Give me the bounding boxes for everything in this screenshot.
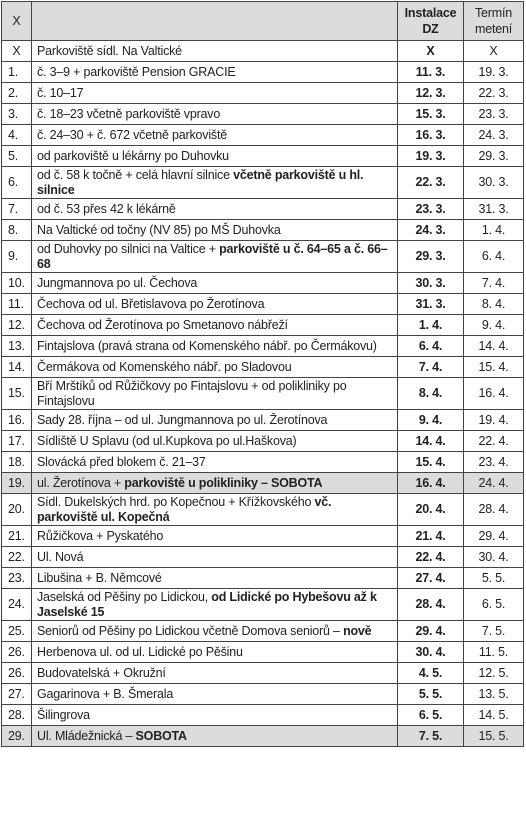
location-text-bold: parkoviště u polikliniky – SOBOTA <box>124 475 323 490</box>
header-installation-line2: DZ <box>422 22 439 36</box>
location-text: ul. Žerotínova + <box>37 475 125 490</box>
row-location-cell <box>32 357 398 378</box>
row-installation-date-cell: 14. 4. <box>398 431 464 452</box>
row-number-cell: 4. <box>2 125 32 146</box>
row-location-cell <box>32 452 398 473</box>
location-text-bold: parkoviště u č. 64–65 a č. 66–68 <box>37 242 388 271</box>
table-header-row <box>2 2 524 41</box>
row-installation-date-cell: 22. 3. <box>398 167 464 199</box>
location-text: Růžičkova + Pyskatého <box>37 528 164 543</box>
location-text: Ul. Mládežnická – <box>37 728 136 743</box>
row-installation-date-cell: X <box>398 41 464 62</box>
row-location-cell <box>32 41 398 62</box>
row-installation-date-cell: 28. 4. <box>398 589 464 621</box>
row-number-cell: 29. <box>2 726 32 747</box>
table-row <box>2 241 524 273</box>
row-sweeping-date-cell: 9. 4. <box>464 315 524 336</box>
row-installation-date-cell: 16. 3. <box>398 125 464 146</box>
row-sweeping-date-cell: 16. 4. <box>464 378 524 410</box>
row-number-cell: 26. <box>2 642 32 663</box>
header-installation-cell <box>398 2 464 41</box>
row-location-cell <box>32 642 398 663</box>
location-text: Bří Mrštíků od Růžičkovy po Fintajslovu + od polikliniky po Fintajslovu <box>37 379 347 408</box>
location-text: Sídliště U Splavu (od ul.Kupkova po ul.Haškova) <box>37 433 297 448</box>
row-sweeping-date-cell: 29. 3. <box>464 146 524 167</box>
location-text: od parkoviště u lékárny po Duhovku <box>37 148 229 163</box>
table-row <box>2 726 524 747</box>
row-installation-date-cell: 29. 3. <box>398 241 464 273</box>
location-text: Sady 28. října – od ul. Jungmannova po ul. Žerotínova <box>37 412 328 427</box>
row-sweeping-date-cell: 19. 4. <box>464 410 524 431</box>
row-installation-date-cell: 30. 3. <box>398 273 464 294</box>
location-text: Libušina + B. Němcové <box>37 570 162 585</box>
row-number-cell: 16. <box>2 410 32 431</box>
row-sweeping-date-cell: 7. 5. <box>464 621 524 642</box>
row-location-cell <box>32 378 398 410</box>
row-sweeping-date-cell: 6. 4. <box>464 241 524 273</box>
location-text: č. 3–9 + parkoviště Pension GRACIE <box>37 64 236 79</box>
location-text-bold: vč. parkoviště ul. Kopečná <box>37 495 332 524</box>
row-installation-date-cell: 5. 5. <box>398 684 464 705</box>
row-installation-date-cell: 9. 4. <box>398 410 464 431</box>
row-number-cell: 27. <box>2 684 32 705</box>
row-sweeping-date-cell: 11. 5. <box>464 642 524 663</box>
row-installation-date-cell: 7. 5. <box>398 726 464 747</box>
row-sweeping-date-cell: 14. 4. <box>464 336 524 357</box>
row-location-cell <box>32 294 398 315</box>
table-row <box>2 41 524 62</box>
row-sweeping-date-cell: 13. 5. <box>464 684 524 705</box>
row-number-cell: 12. <box>2 315 32 336</box>
row-sweeping-date-cell: 15. 4. <box>464 357 524 378</box>
table-row <box>2 294 524 315</box>
row-sweeping-date-cell: 6. 5. <box>464 589 524 621</box>
row-location-cell <box>32 526 398 547</box>
row-installation-date-cell: 4. 5. <box>398 663 464 684</box>
header-description-cell <box>32 2 398 41</box>
location-text: Budovatelská + Okružní <box>37 665 166 680</box>
location-text: Šilingrova <box>37 707 90 722</box>
location-text: Na Valtické od točny (NV 85) po MŠ Duhovka <box>37 222 281 237</box>
row-sweeping-date-cell: 23. 4. <box>464 452 524 473</box>
row-number-cell: 23. <box>2 568 32 589</box>
row-location-cell <box>32 167 398 199</box>
table-row <box>2 568 524 589</box>
location-text: Čermákova od Komenského nábř. po Sladovou <box>37 359 292 374</box>
row-location-cell <box>32 589 398 621</box>
table-row <box>2 273 524 294</box>
table-row <box>2 146 524 167</box>
row-sweeping-date-cell: 14. 5. <box>464 705 524 726</box>
row-number-cell: 21. <box>2 526 32 547</box>
location-text: Sídl. Dukelských hrd. po Kopečnou + Křížkovského <box>37 495 315 509</box>
table-row <box>2 452 524 473</box>
row-number-cell: 26. <box>2 663 32 684</box>
header-installation-line1: Instalace <box>404 6 457 20</box>
row-installation-date-cell: 1. 4. <box>398 315 464 336</box>
row-sweeping-date-cell: 1. 4. <box>464 220 524 241</box>
location-text: Gagarinova + B. Šmerala <box>37 686 174 701</box>
table-row <box>2 494 524 526</box>
location-text-bold: nově <box>343 623 372 638</box>
table-row <box>2 357 524 378</box>
table-row <box>2 589 524 621</box>
location-text-bold: včetně parkoviště u hl. silnice <box>37 168 364 197</box>
table-row <box>2 315 524 336</box>
street-sweeping-schedule-table <box>1 1 524 747</box>
table-row <box>2 62 524 83</box>
header-sweeping-line2: metení <box>474 22 512 36</box>
row-number-cell: 9. <box>2 241 32 273</box>
table-row <box>2 336 524 357</box>
row-sweeping-date-cell: 5. 5. <box>464 568 524 589</box>
row-location-cell <box>32 547 398 568</box>
location-text: Čechova od ul. Břetislavova po Žerotínova <box>37 296 265 311</box>
table-row <box>2 547 524 568</box>
row-location-cell <box>32 726 398 747</box>
row-sweeping-date-cell: 19. 3. <box>464 62 524 83</box>
location-text: Fintajslova (pravá strana od Komenského nábř. po Čermákovu) <box>37 338 377 353</box>
row-location-cell <box>32 494 398 526</box>
row-installation-date-cell: 15. 3. <box>398 104 464 125</box>
row-sweeping-date-cell: 22. 3. <box>464 83 524 104</box>
row-installation-date-cell: 12. 3. <box>398 83 464 104</box>
location-text: od č. 58 k točně + celá hlavní silnice <box>37 168 234 182</box>
location-text-bold: od Lidické po Hybešovu až k Jaselské 15 <box>37 590 377 619</box>
row-number-cell: 11. <box>2 294 32 315</box>
row-number-cell: 13. <box>2 336 32 357</box>
row-number-cell: 22. <box>2 547 32 568</box>
location-text: od Duhovky po silnici na Valtice + <box>37 242 220 256</box>
row-sweeping-date-cell: 30. 3. <box>464 167 524 199</box>
row-location-cell <box>32 431 398 452</box>
row-location-cell <box>32 663 398 684</box>
row-sweeping-date-cell: 24. 3. <box>464 125 524 146</box>
location-text: Jungmannova po ul. Čechova <box>37 275 198 290</box>
table-row <box>2 125 524 146</box>
location-text-bold: SOBOTA <box>135 728 187 743</box>
row-sweeping-date-cell: 29. 4. <box>464 526 524 547</box>
row-sweeping-date-cell: 30. 4. <box>464 547 524 568</box>
row-number-cell: 5. <box>2 146 32 167</box>
row-sweeping-date-cell: 22. 4. <box>464 431 524 452</box>
row-installation-date-cell: 15. 4. <box>398 452 464 473</box>
header-sweeping-line1: Termín <box>474 6 512 20</box>
row-sweeping-date-cell: 12. 5. <box>464 663 524 684</box>
table-row <box>2 705 524 726</box>
table-row <box>2 642 524 663</box>
row-location-cell <box>32 104 398 125</box>
row-sweeping-date-cell: X <box>464 41 524 62</box>
row-number-cell: 14. <box>2 357 32 378</box>
location-text: Parkoviště sídl. Na Valtické <box>37 43 182 58</box>
row-location-cell <box>32 125 398 146</box>
row-installation-date-cell: 8. 4. <box>398 378 464 410</box>
row-location-cell <box>32 62 398 83</box>
row-number-cell: 1. <box>2 62 32 83</box>
row-number-cell: 10. <box>2 273 32 294</box>
row-number-cell: 8. <box>2 220 32 241</box>
row-location-cell <box>32 241 398 273</box>
table-row <box>2 473 524 494</box>
table-row <box>2 621 524 642</box>
row-number-cell: 7. <box>2 199 32 220</box>
location-text: od č. 53 přes 42 k lékárně <box>37 201 176 216</box>
table-row <box>2 431 524 452</box>
row-installation-date-cell: 7. 4. <box>398 357 464 378</box>
row-installation-date-cell: 6. 5. <box>398 705 464 726</box>
row-location-cell <box>32 336 398 357</box>
row-number-cell: 18. <box>2 452 32 473</box>
row-location-cell <box>32 410 398 431</box>
table-row <box>2 199 524 220</box>
row-number-cell: 25. <box>2 621 32 642</box>
row-location-cell <box>32 220 398 241</box>
row-location-cell <box>32 83 398 104</box>
location-text: č. 10–17 <box>37 85 84 100</box>
row-installation-date-cell: 31. 3. <box>398 294 464 315</box>
table-row <box>2 83 524 104</box>
row-number-cell: 2. <box>2 83 32 104</box>
location-text: Jaselská od Pěšiny po Lidickou, <box>37 590 212 604</box>
row-sweeping-date-cell: 24. 4. <box>464 473 524 494</box>
row-location-cell <box>32 621 398 642</box>
row-sweeping-date-cell: 31. 3. <box>464 199 524 220</box>
table-row <box>2 104 524 125</box>
row-location-cell <box>32 273 398 294</box>
row-installation-date-cell: 21. 4. <box>398 526 464 547</box>
table-row <box>2 167 524 199</box>
row-installation-date-cell: 23. 3. <box>398 199 464 220</box>
location-text: Čechova od Žerotínova po Smetanovo nábřeží <box>37 317 288 332</box>
header-sweeping-date-cell <box>464 2 524 41</box>
row-number-cell: 24. <box>2 589 32 621</box>
row-installation-date-cell: 20. 4. <box>398 494 464 526</box>
row-number-cell: 20. <box>2 494 32 526</box>
row-installation-date-cell: 6. 4. <box>398 336 464 357</box>
location-text: č. 24–30 + č. 672 včetně parkoviště <box>37 127 227 142</box>
row-location-cell <box>32 568 398 589</box>
row-location-cell <box>32 473 398 494</box>
row-number-cell: 28. <box>2 705 32 726</box>
header-number-cell: X <box>2 2 32 41</box>
row-location-cell <box>32 315 398 336</box>
row-installation-date-cell: 29. 4. <box>398 621 464 642</box>
table-body <box>2 41 524 747</box>
table-row <box>2 526 524 547</box>
row-location-cell <box>32 146 398 167</box>
row-installation-date-cell: 19. 3. <box>398 146 464 167</box>
row-number-cell: 3. <box>2 104 32 125</box>
row-installation-date-cell: 24. 3. <box>398 220 464 241</box>
row-installation-date-cell: 11. 3. <box>398 62 464 83</box>
row-sweeping-date-cell: 28. 4. <box>464 494 524 526</box>
row-number-cell: 17. <box>2 431 32 452</box>
row-installation-date-cell: 30. 4. <box>398 642 464 663</box>
row-number-cell: 15. <box>2 378 32 410</box>
table-row <box>2 663 524 684</box>
row-installation-date-cell: 22. 4. <box>398 547 464 568</box>
row-sweeping-date-cell: 15. 5. <box>464 726 524 747</box>
table-row <box>2 410 524 431</box>
location-text: Slovácká před blokem č. 21–37 <box>37 454 206 469</box>
row-installation-date-cell: 16. 4. <box>398 473 464 494</box>
row-number-cell: X <box>2 41 32 62</box>
row-number-cell: 6. <box>2 167 32 199</box>
location-text: č. 18–23 včetně parkoviště vpravo <box>37 106 221 121</box>
table-row <box>2 684 524 705</box>
row-installation-date-cell: 27. 4. <box>398 568 464 589</box>
location-text: Seniorů od Pěšiny po Lidickou včetně Domova seniorů – <box>37 623 344 638</box>
row-location-cell <box>32 684 398 705</box>
row-number-cell: 19. <box>2 473 32 494</box>
row-location-cell <box>32 705 398 726</box>
table-row <box>2 378 524 410</box>
row-sweeping-date-cell: 7. 4. <box>464 273 524 294</box>
location-text: Herbenova ul. od ul. Lidické po Pěšinu <box>37 644 243 659</box>
location-text: Ul. Nová <box>37 549 84 564</box>
row-sweeping-date-cell: 8. 4. <box>464 294 524 315</box>
row-location-cell <box>32 199 398 220</box>
row-sweeping-date-cell: 23. 3. <box>464 104 524 125</box>
table-row <box>2 220 524 241</box>
